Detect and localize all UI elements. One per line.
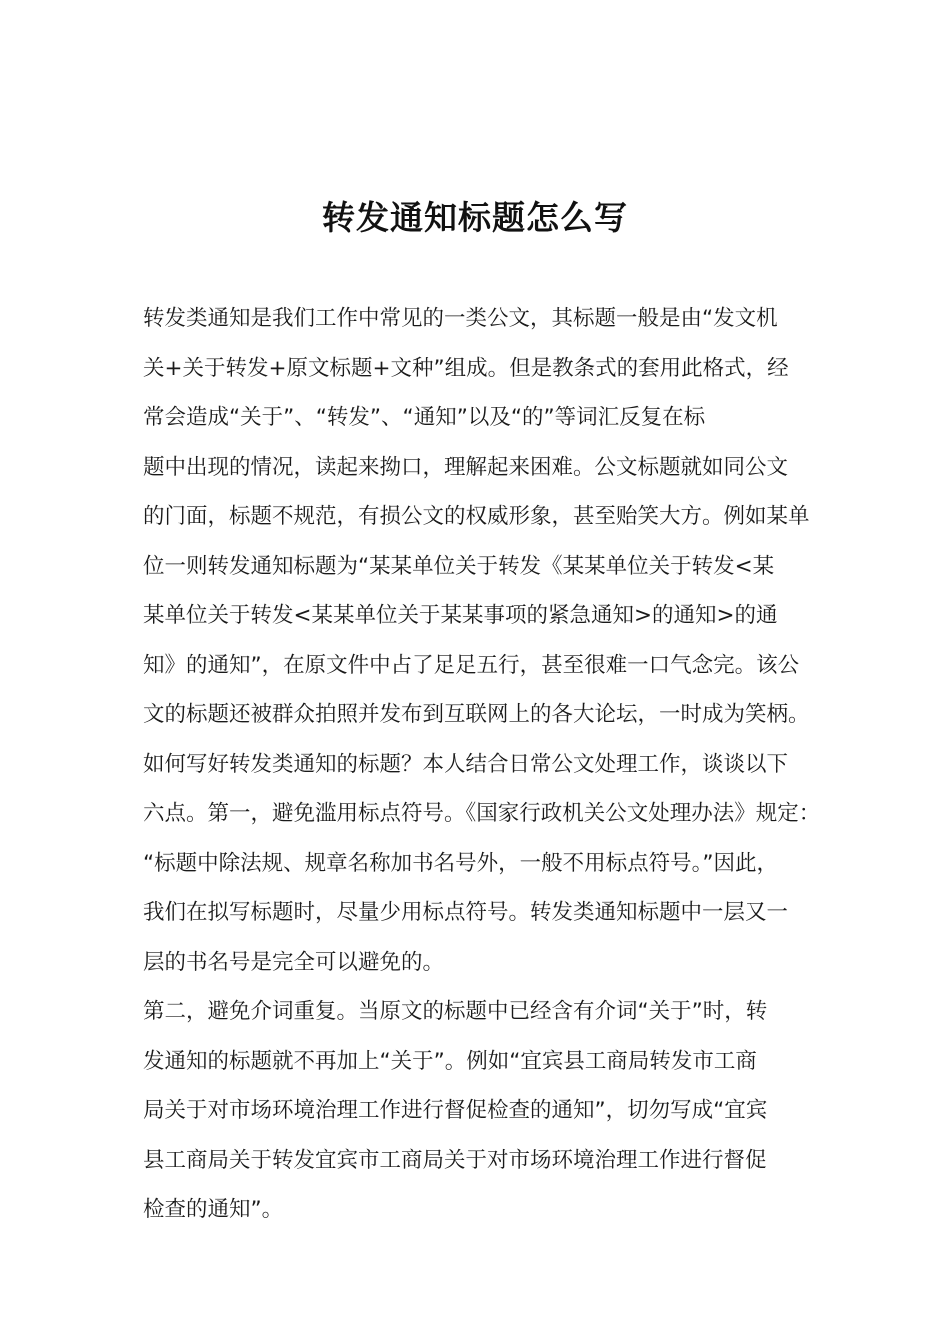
body-line: 层的书名号是完全可以避免的。 <box>143 949 445 975</box>
document-title: 转发通知标题怎么写 <box>322 198 628 237</box>
body-line: 关+关于转发+原文标题+文种”组成。但是教条式的套用此格式，经 <box>143 355 789 381</box>
body-line: 县工商局关于转发宜宾市工商局关于对市场环境治理工作进行督促 <box>143 1147 767 1173</box>
body-line: 题中出现的情况，读起来拗口，理解起来困难。公文标题就如同公文 <box>143 454 789 480</box>
body-line: 我们在拟写标题时，尽量少用标点符号。转发类通知标题中一层又一 <box>143 900 789 925</box>
body-line: 位一则转发通知标题为“某某单位关于转发《某某单位关于转发<某 <box>143 553 775 579</box>
body-line: 局关于对市场环境治理工作进行督促检查的通知”，切勿写成“宜宾 <box>143 1098 768 1123</box>
body-line: 六点。第一，避免滥用标点符号。《国家行政机关公文处理办法》规定： <box>143 801 821 826</box>
body-line: 常会造成“关于”、“转发”、“通知”以及“的”等词汇反复在标 <box>143 405 706 430</box>
body-line: 知》的通知”，在原文件中占了足足五行，甚至很难一口气念完。该公 <box>143 652 800 678</box>
body-line: 文的标题还被群众拍照并发布到互联网上的各大论坛，一时成为笑柄。 <box>143 702 810 727</box>
body-line: “标题中除法规、规章名称加书名号外，一般不用标点符号。”因此， <box>143 850 779 876</box>
body-line: 如何写好转发类通知的标题？本人结合日常公文处理工作，谈谈以下 <box>143 751 789 777</box>
body-line: 发通知的标题就不再加上“关于”。例如“宜宾县工商局转发市工商 <box>143 1048 757 1074</box>
body-line: 的门面，标题不规范，有损公文的权威形象，甚至贻笑大方。例如某单 <box>143 504 810 529</box>
body-line: 检查的通知”。 <box>143 1197 284 1222</box>
body-line: 转发类通知是我们工作中常见的一类公文，其标题一般是由“发文机 <box>143 306 778 331</box>
body-line: 某单位关于转发<某某单位关于某某事项的紧急通知>的通知>的通 <box>143 603 778 628</box>
body-line: 第二，避免介词重复。当原文的标题中已经含有介词“关于”时，转 <box>143 999 768 1024</box>
document-body <box>143 294 821 1235</box>
